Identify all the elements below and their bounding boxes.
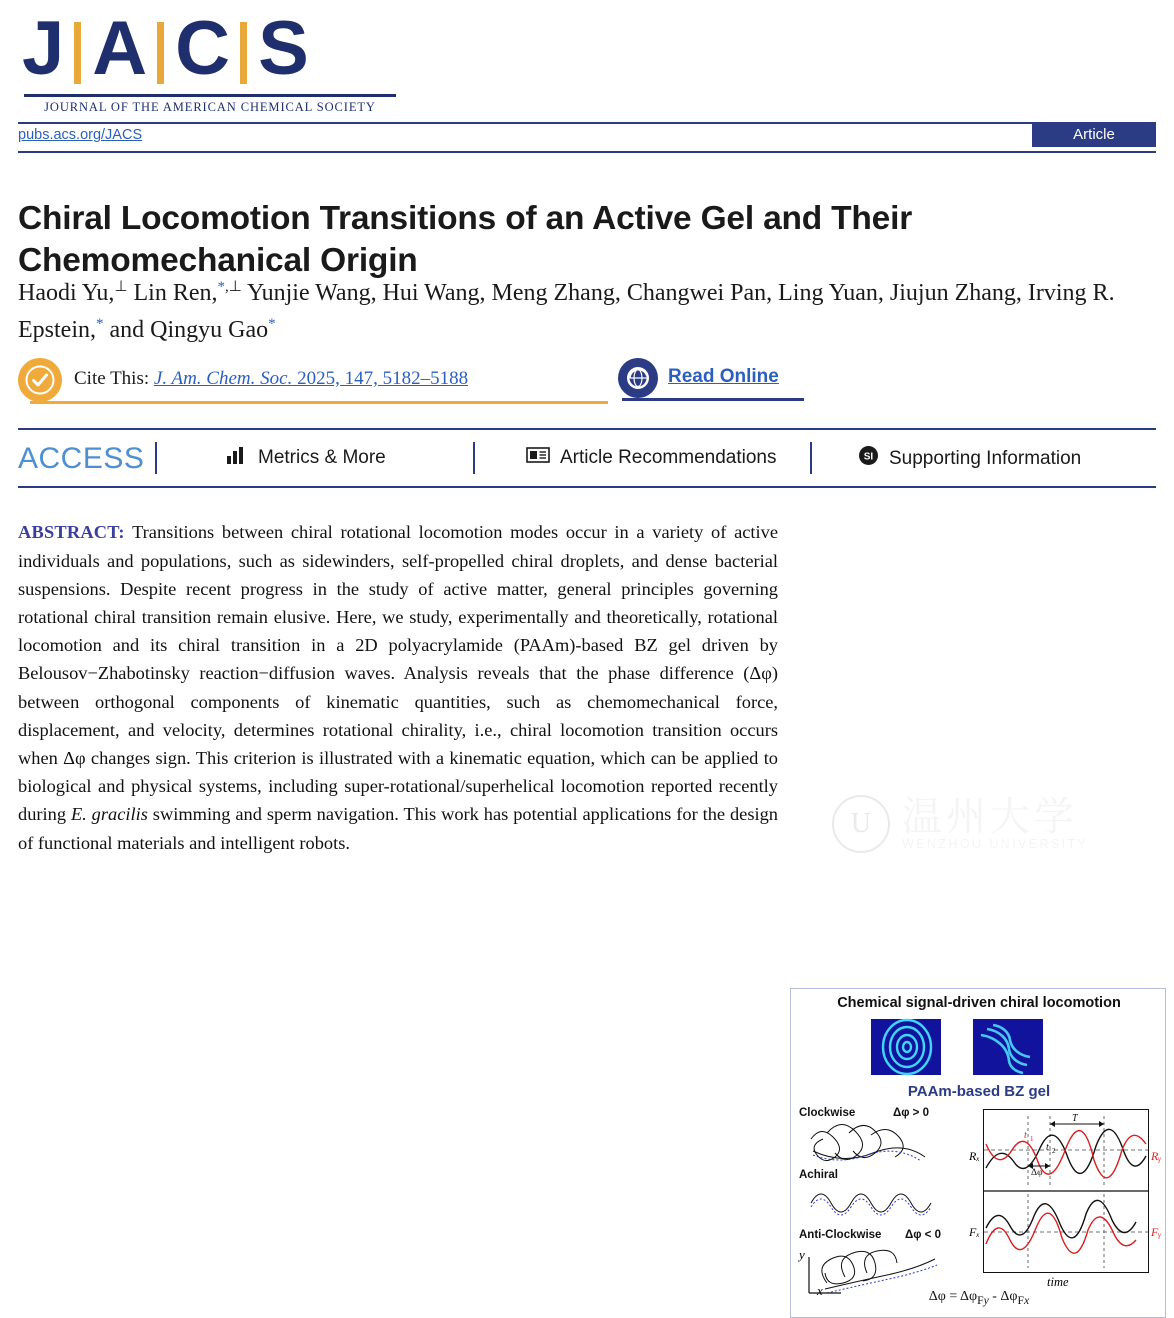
- recommendations-icon: [526, 445, 550, 471]
- rule-bottom: [18, 151, 1156, 153]
- bz-wave-image-right: [973, 1019, 1043, 1075]
- metrics-icon: [226, 445, 248, 471]
- page-title: Chiral Locomotion Transitions of an Active Gel and Their Chemomechanical Origin: [18, 200, 913, 280]
- svg-text:1: 1: [1030, 1135, 1034, 1143]
- metrics-and-more-item[interactable]: [226, 445, 386, 471]
- axis-label-y: y: [799, 1247, 805, 1262]
- author-ling-yuan: Ling Yuan,: [778, 280, 884, 306]
- read-online-underline: [622, 398, 804, 401]
- logo-letter-s: S: [258, 6, 308, 91]
- plot-curves: [984, 1110, 1148, 1272]
- mode-label-clockwise: Clockwise: [799, 1107, 856, 1119]
- access-divider-1: [155, 442, 157, 474]
- author-qingyu-gao: and Qingyu Gao*: [109, 316, 276, 343]
- mode-condition-clockwise: Δφ > 0: [893, 1107, 929, 1119]
- plot-label-ry: Rᵧ: [1151, 1149, 1162, 1163]
- access-rule-bottom: [18, 486, 1156, 488]
- watermark-english-text: WENZHOU UNIVERSITY: [902, 837, 1089, 851]
- university-seal-icon: U: [832, 795, 890, 853]
- rule-top: [18, 122, 1156, 124]
- abstract-italic-species: E. gracilis: [70, 804, 148, 825]
- bz-wave-image-left: [871, 1019, 941, 1075]
- abstract-body-tail: swimming and sperm navigation. This work has potential applications for the design of functional materials and intelligent robots.: [18, 804, 778, 853]
- journal-masthead: [0, 0, 1174, 122]
- svg-text:Δφ: Δφ: [1031, 1168, 1043, 1178]
- author-haodi-yu: Haodi Yu,⊥: [18, 279, 128, 306]
- journal-url-link[interactable]: pubs.acs.org/JACS: [18, 127, 143, 143]
- toc-equation: $\Delta\varphi = \Delta\varphi_{Fy} - \Delta\varphi_{Fx}$: [928, 1289, 1030, 1307]
- plot-label-rx: Rₓ: [969, 1149, 980, 1163]
- author-jiujun-zhang: Jiujun Zhang,: [889, 280, 1022, 306]
- axis-label-x: x: [817, 1283, 823, 1298]
- author-hui-wang: Hui Wang,: [382, 280, 486, 306]
- mode-label-anticlockwise: Anti-Clockwise: [799, 1229, 882, 1241]
- cite-reference-rest: 2025, 147, 5182–5188: [292, 368, 469, 389]
- watermark-chinese-text: 温州大学: [902, 794, 1078, 839]
- svg-text:2: 2: [1052, 1147, 1056, 1155]
- plot-label-fx: Fₓ: [969, 1225, 980, 1239]
- supporting-information-label: Supporting Information: [889, 447, 1082, 469]
- read-online-icon[interactable]: [618, 358, 658, 398]
- cite-row: [18, 358, 1154, 406]
- logo-divider-bar: [240, 22, 247, 84]
- author-lin-ren: Lin Ren,*,⊥: [133, 279, 242, 306]
- logo-rule: [24, 94, 396, 97]
- metrics-label: Metrics & More: [258, 447, 386, 468]
- mode-condition-anticlockwise: Δφ < 0: [905, 1229, 941, 1241]
- journal-url-bar: [0, 122, 1174, 156]
- svg-text:SI: SI: [863, 451, 874, 463]
- mode-label-achiral: Achiral: [799, 1169, 838, 1181]
- jacs-logo: [18, 6, 398, 116]
- svg-text:T: T: [1072, 1113, 1078, 1124]
- plot-label-fy: Fᵧ: [1151, 1225, 1162, 1239]
- logo-divider-bar: [74, 22, 81, 84]
- article-type-badge: Article: [1032, 122, 1156, 147]
- access-label[interactable]: ACCESS: [18, 442, 145, 475]
- author-irving-epstein: Irving R. Epstein,*: [18, 280, 1115, 343]
- access-divider-3: [810, 442, 812, 474]
- cite-this-label: Cite This:: [74, 368, 150, 389]
- mode-trajectory-sketches: [797, 1107, 965, 1297]
- author-meng-zhang: Meng Zhang,: [491, 280, 621, 306]
- abstract-body: Transitions between chiral rotational locomotion modes occur in a variety of active individuals and populations, such as sidewinders, self-propelled chiral droplets, and dense bacterial suspensions. Despite recent progress in the study of active matter, general principles governing rotational chiral transition remain elusive. Here, we study, experimentally and theoretically, rotational locomotion and its chiral transition in a 2D polyacrylamide (PAAm)-based BZ gel driven by Belousov−Zhabotinsky reaction−diffusion waves. Analysis reveals that the phase difference (Δφ) between orthogonal components of kinematic quantities, such as chemomechanical force, displacement, and velocity, determines rotational chirality, i.e., chiral locomotion transition occurs when Δφ changes sign. This criterion is illustrated with a kinematic equation, which can be applied to biological and physical systems, including super-rotational/superhelical locomotion reported recently during: [18, 522, 778, 825]
- svg-text:t: t: [1024, 1130, 1027, 1141]
- supporting-information-item[interactable]: [858, 445, 1081, 472]
- journal-subtitle: JOURNAL OF THE AMERICAN CHEMICAL SOCIETY: [44, 100, 376, 114]
- author-yunjie-wang: Yunjie Wang,: [246, 280, 377, 306]
- logo-divider-bar: [157, 22, 164, 84]
- cite-reference-link[interactable]: [154, 368, 468, 389]
- logo-letter-j: J: [22, 6, 64, 91]
- plot-xlabel-time: time: [1047, 1275, 1069, 1289]
- supporting-information-icon: [858, 445, 879, 472]
- access-divider-2: [473, 442, 475, 474]
- logo-letter-a: A: [92, 6, 147, 91]
- toc-title: Chemical signal-driven chiral locomotion: [837, 995, 1121, 1011]
- access-bar: [18, 428, 1156, 490]
- author-list: [18, 272, 1154, 346]
- svg-text:t: t: [1046, 1142, 1049, 1153]
- cite-check-icon: [18, 358, 62, 402]
- read-online-link[interactable]: Read Online: [668, 366, 779, 387]
- cite-this-text: [74, 368, 468, 390]
- toc-kinematics-plot: [969, 1105, 1161, 1301]
- author-changwei-pan: Changwei Pan,: [626, 280, 773, 306]
- toc-locomotion-modes: [797, 1107, 965, 1297]
- article-recommendations-item[interactable]: [526, 445, 776, 471]
- plot-frame: [983, 1109, 1149, 1273]
- access-rule-top: [18, 428, 1156, 430]
- abstract-section: [0, 492, 1174, 1307]
- abstract-heading: ABSTRACT:: [18, 522, 125, 543]
- jacs-logo-letters: [18, 6, 398, 92]
- cite-reference-journal: J. Am. Chem. Soc.: [153, 368, 293, 389]
- toc-graphic: [790, 988, 1166, 1318]
- recommendations-label: Article Recommendations: [560, 447, 777, 468]
- abstract-text: [18, 518, 778, 856]
- logo-letter-c: C: [175, 6, 230, 91]
- cite-underline: [30, 401, 608, 404]
- toc-gel-label: PAAm-based BZ gel: [907, 1083, 1051, 1100]
